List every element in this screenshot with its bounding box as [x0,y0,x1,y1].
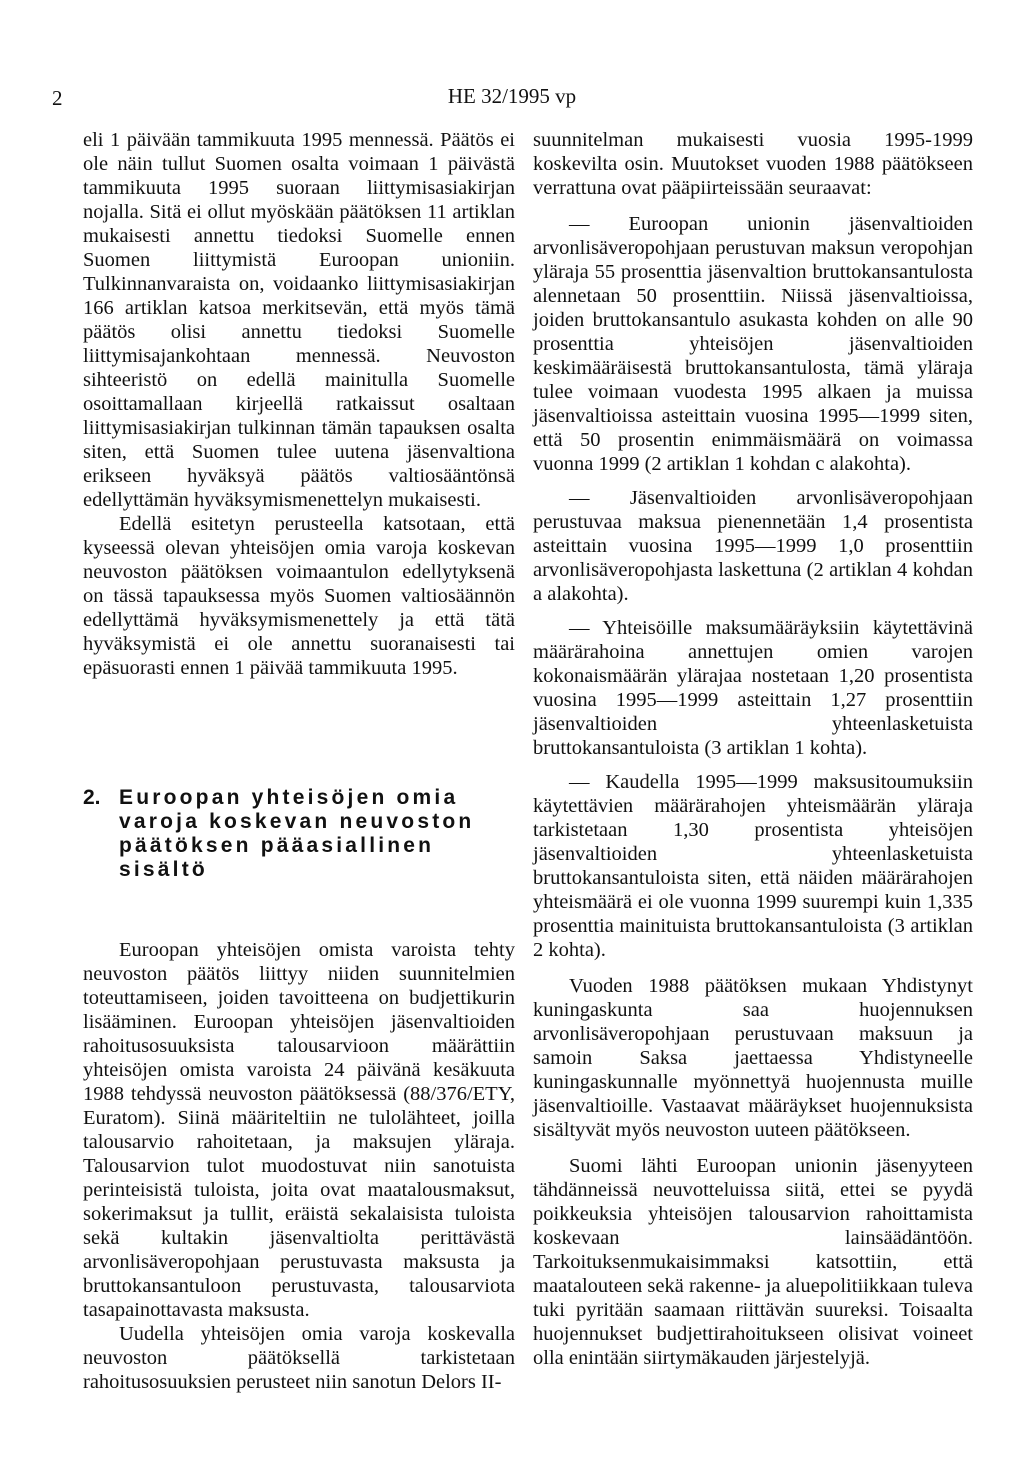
paragraph: Vuoden 1988 päätöksen mukaan Yhdistynyt kuningaskunta saa huojennuksen arvonlisäveropohjaan perustuvaan maksuun ja samoin Saksa jaettaessa Yhdistyneelle kuningaskunnalle myönnettyä huojennusta muille jäsenvaltioille. Vastaavat määräykset huojennuksista sisältyvät myös neuvoston uuteen päätökseen. [533,975,973,1141]
left-column [83,128,515,1394]
dash-item: — Yhteisöille maksumääräyksiin käytettävinä määrärahoina annettujen omien varojen kokonaismäärän ylärajaa nostetaan 1,20 prosentista vuosina 1995—1999 asteittain 1,27 prosenttiin jäsenvaltioiden yhteenlasketuista bruttokansantuloista (3 artiklan 1 kohta). [533,617,973,759]
page-number: 2 [52,86,63,110]
dash-item: — Kaudella 1995—1999 maksusitoumuksiin käytettävien määrärahojen yhteismäärän ylärajа tarkistetaan 1,30 prosentista yhteisöjen jäsenvaltioiden yhteenlasketuista bruttokansantuloista siten, että näiden määrärahojen yhteismäärä ei ole vuonna 1999 suurempi kuin 1,335 prosenttia mainituista bruttokansantuloista (3 artiklan 2 kohta). [533,771,973,961]
right-column [533,128,973,1370]
paragraph: Suomi lähti Euroopan unionin jäsenyyteen tähdänneissä neuvotteluissa siitä, ettei se pyydä poikkeuksia yhteisöjen talousarvion rahoittamista koskevaan lainsäädäntöön. Tarkoituksenmukaisimmaksi katsottiin, että maatalouteen sekä rakenne- ja aluepolitiikkaan tuleva tuki pyritään saamaan riittävän suureksi. Toisaalta huojennukset budjettirahoitukseen olisivat voineet olla enintään siirtymäkauden järjestelyjä. [533,1155,973,1369]
paragraph: Euroopan yhteisöjen omista varoista tehty neuvoston päätös liittyy niiden suunnitelmien toteuttamiseen, joiden tavoitteena on budjettikurin lisääminen. Euroopan yhteisöjen jäsenvaltioiden rahoitusosuuksista talousarvioon määrättiin yhteisöjen omista varoista 24 päivänä kesäkuuta 1988 tehdyssä neuvoston päätöksessä (88/376/ETY, Euratom). Siinä määriteltiin ne tulolähteet, joilla talousarvio rahoitetaan, ja maksujen yläraja. Talousarvion tulot muodostuvat niin sanotuista perinteisistä tuloista, joita ovat maatalousmaksut, sokerimaksut ja tullit, eräistä sekalaisista tuloista sekä kultakin jäsenvaltiolta perittävästä arvonlisäveropohjaan perustuvasta maksusta ja bruttokansantuloon perustuvasta, talousarviota tasapainottavasta maksusta. [83,939,515,1321]
dash-item: — Euroopan unionin jäsenvaltioiden arvonlisäveropohjaan perustuvan maksun veropohjan yläraja 55 prosenttia jäsenvaltion bruttokansantulosta alennetaan 50 prosenttiin. Niissä jäsenvaltioissa, joiden bruttokansantulo asukasta kohden on alle 90 prosenttia yhteisöjen jäsenvaltioiden keskimääräisestä bruttokansantulosta, tämä yläraja tulee voimaan vuodesta 1995 alkaen ja muissa jäsenvaltioissa asteittain vuosina 1995—1999 siten, että 50 prosentin enimmäismäärä on voimassa vuonna 1999 (2 artiklan 1 kohdan c alakohta). [533,213,973,475]
dash-item: — Jäsenvaltioiden arvonlisäveropohjaan perustuvaa maksua pienennetään 1,4 prosentista asteittain vuosina 1995—1999 1,0 prosenttiin arvonlisäveropohjasta laskettuna (2 artiklan 4 kohdan a alakohta). [533,487,973,605]
paragraph: eli 1 päivään tammikuuta 1995 mennessä. Päätös ei ole näin tullut Suomen osalta voimaan 1 päivästä tammikuuta 1995 suoraan liittymisasiakirjan nojalla. Sitä ei ollut myöskään päätöksen 11 artiklan mukaisesti annettu tiedoksi Suomelle ennen Suomen liittymistä Euroopan unioniin. Tulkinnanvaraista on, voidaanko liittymisasiakirjan 166 artiklan katsoa merkitsevän, että myös tämä päätös olisi annettu tiedoksi Suomelle liittymisajankohtaan mennessä. Neuvoston sihteeristö on edellä mainitulla Suomelle osoittamallaan kirjeellä ratkaissut osaltaan liittymisasiakirjan tulkinnan tämän tapauksen osalta siten, että Suomen tulee uutena jäsenvaltiona erikseen hyväksyä päätös valtiosääntönsä edellyttämän hyväksymismenettelyn mukaisesti. [83,129,515,511]
paragraph: Uudella yhteisöjen omia varoja koskevalla neuvoston päätöksellä tarkistetaan rahoitusosuuksien perusteet niin sanotun Delors II- [83,1323,515,1393]
section-heading [83,786,515,882]
document-id: HE 32/1995 vp [447,84,577,108]
section-title: Euroopan yhteisöjen omia varoja koskevan neuvoston päätöksen pääasiallinen sisältö [119,786,475,881]
section-number: 2. [83,786,101,809]
paragraph: Edellä esitetyn perusteella katsotaan, että kyseessä olevan yhteisöjen omia varoja koskevan neuvoston päätöksen voimaantulon edellytyksenä on tässä tapauksessa myös Suomen valtiosäännön edellyttämä hyväksymismenettely ja että tätä hyväksymistä ei ole annettu suoranaisesti tai epäsuorasti ennen 1 päivää tammikuuta 1995. [83,513,515,679]
paragraph: suunnitelman mukaisesti vuosia 1995-1999 koskevilta osin. Muutokset vuoden 1988 päätökseen verrattuna ovat pääpiirteissään seuraavat: [533,129,973,199]
